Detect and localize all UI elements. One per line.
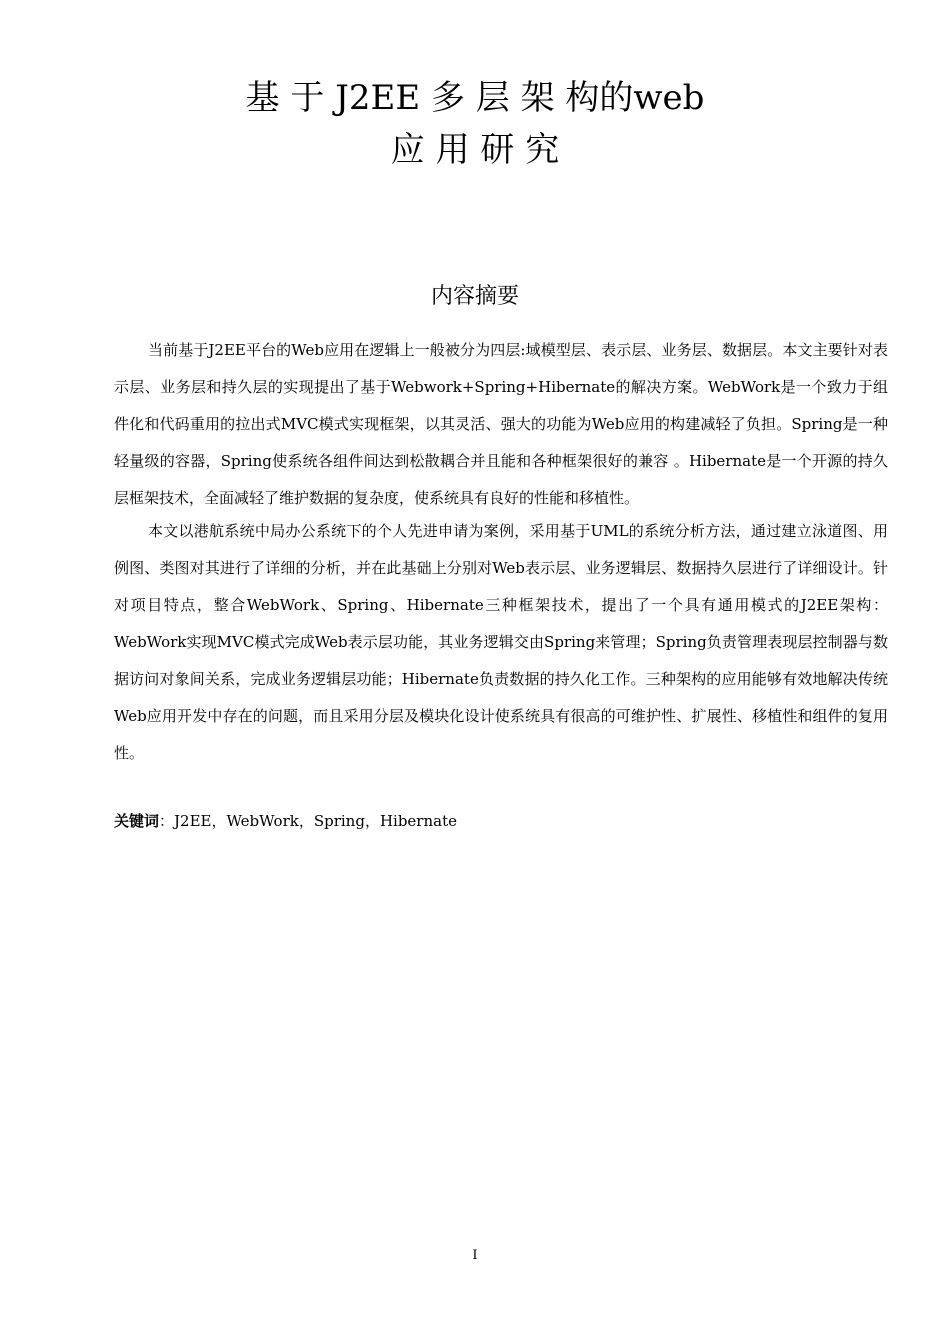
keywords-line xyxy=(114,808,888,834)
keywords-label: 关键词 xyxy=(114,812,160,830)
title-line-1: 基 于 J2EE 多 层 架 构的web xyxy=(245,78,705,118)
abstract-heading: 内容摘要 xyxy=(430,284,519,309)
page-number: I xyxy=(472,1248,478,1263)
keywords-text: ：J2EE，WebWork，Spring，Hibernate xyxy=(159,812,457,830)
abstract-paragraph-1: 当前基于J2EE平台的Web应用在逻辑上一般被分为四层:域模型层、表示层、业务层、数据层。本文主要针对表示层、业务层和持久层的实现提出了基于Webwork+Spring+Hibernate的解决方案。WebWork是一个致力于组件化和代码重用的拉出式MVC模式实现框架，以其灵活、强大的功能为Web应用的构建减轻了负担。Spring是一种轻量级的容器，Spring使系统各组件间达到松散耦合并且能和各种框架很好的兼容 。Hibernate是一个开源的持久层框架技术，全面减轻了维护数据的复杂度，使系统具有良好的性能和移植性。 xyxy=(114,341,888,507)
abstract-paragraph-2: 本文以港航系统中局办公系统下的个人先进申请为案例，采用基于UML的系统分析方法，通过建立泳道图、用例图、类图对其进行了详细的分析，并在此基础上分别对Web表示层、业务逻辑层、数据持久层进行了详细设计。针对项目特点，整合WebWork、Spring、Hibernate三种框架技术，提出了一个具有通用模式的J2EE架构：WebWork实现MVC模式完成Web表示层功能，其业务逻辑交由Spring来管理；Spring负责管理表现层控制器与数据访问对象间关系，完成业务逻辑层功能；Hibernate负责数据的持久化工作。三种架构的应用能够有效地解决传统Web应用开发中存在的问题，而且采用分层及模块化设计使系统具有很高的可维护性、扩展性、移植性和组件的复用性。 xyxy=(114,522,888,762)
title-line-2: 应 用 研 究 xyxy=(390,130,560,170)
